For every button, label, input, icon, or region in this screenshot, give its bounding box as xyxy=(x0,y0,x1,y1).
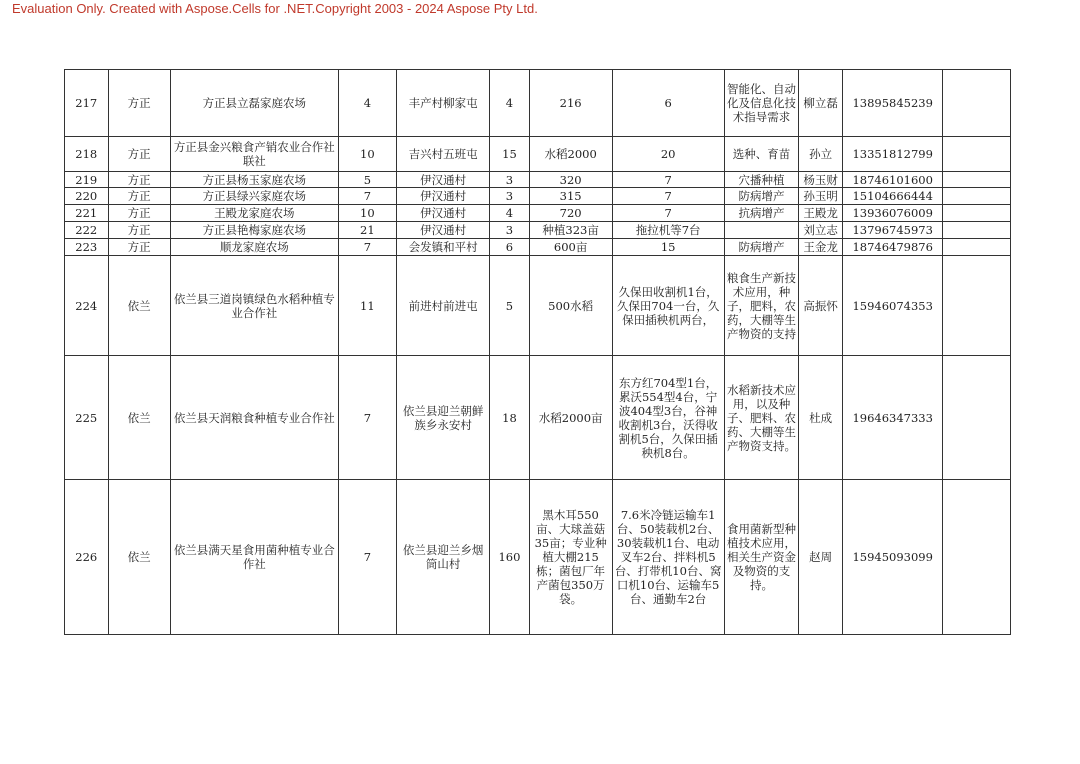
row-number: 223 xyxy=(65,239,109,256)
col6-cell: 3 xyxy=(490,172,529,188)
members-cell: 5 xyxy=(338,172,396,188)
org-name-cell: 依兰县满天星食用菌种植专业合作社 xyxy=(170,480,338,635)
needs-cell: 智能化、自动化及信息化技术指导需求 xyxy=(724,70,799,137)
location-cell: 伊汉通村 xyxy=(396,188,489,205)
contact-cell: 王殿龙 xyxy=(799,205,843,222)
machinery-cell: 拖拉机等7台 xyxy=(612,222,724,239)
contact-cell: 高振怀 xyxy=(799,256,843,356)
members-cell: 11 xyxy=(338,256,396,356)
phone-cell: 19646347333 xyxy=(842,356,943,480)
contact-cell: 杜成 xyxy=(799,356,843,480)
org-name-cell: 依兰县天润粮食种植专业合作社 xyxy=(170,356,338,480)
needs-cell: 穴播种植 xyxy=(724,172,799,188)
col6-cell: 3 xyxy=(490,222,529,239)
phone-cell: 13796745973 xyxy=(842,222,943,239)
phone-cell: 15946074353 xyxy=(842,256,943,356)
members-cell: 4 xyxy=(338,70,396,137)
county-cell: 依兰 xyxy=(108,256,170,356)
contact-cell: 孙立 xyxy=(799,137,843,172)
location-cell: 吉兴村五班屯 xyxy=(396,137,489,172)
table-row xyxy=(65,188,1011,205)
scale-cell: 720 xyxy=(529,205,612,222)
table-row xyxy=(65,205,1011,222)
scale-cell: 600亩 xyxy=(529,239,612,256)
extra-cell xyxy=(943,188,1011,205)
machinery-cell: 7 xyxy=(612,172,724,188)
evaluation-watermark: Evaluation Only. Created with Aspose.Cells for .NET.Copyright 2003 - 2024 Aspose Pty Ltd. xyxy=(12,1,538,16)
scale-cell: 种植323亩 xyxy=(529,222,612,239)
county-cell: 方正 xyxy=(108,205,170,222)
phone-cell: 18746101600 xyxy=(842,172,943,188)
machinery-cell: 7.6米冷链运输车1台、50装载机2台、30装载机1台、电动叉车2台、拌料机5台、打带机10台、窝口机10台、运输车5台、通勤车2台 xyxy=(612,480,724,635)
location-cell: 前进村前进屯 xyxy=(396,256,489,356)
org-name-cell: 方正县立磊家庭农场 xyxy=(170,70,338,137)
machinery-cell: 久保田收割机1台，久保田704一台，久保田插秧机两台， xyxy=(612,256,724,356)
county-cell: 方正 xyxy=(108,172,170,188)
contact-cell: 刘立志 xyxy=(799,222,843,239)
table-row xyxy=(65,256,1011,356)
scale-cell: 黑木耳550亩、大球盖菇35亩；专业种植大棚215栋；菌包厂年产菌包350万袋。 xyxy=(529,480,612,635)
needs-cell: 防病增产 xyxy=(724,239,799,256)
needs-cell: 粮食生产新技术应用，种子，肥料，农药，大棚等生产物资的支持 xyxy=(724,256,799,356)
location-cell: 会发镇和平村 xyxy=(396,239,489,256)
row-number: 222 xyxy=(65,222,109,239)
contact-cell: 赵周 xyxy=(799,480,843,635)
col6-cell: 6 xyxy=(490,239,529,256)
needs-cell: 选种、育苗 xyxy=(724,137,799,172)
members-cell: 21 xyxy=(338,222,396,239)
contact-cell: 王金龙 xyxy=(799,239,843,256)
org-name-cell: 王殿龙家庭农场 xyxy=(170,205,338,222)
county-cell: 方正 xyxy=(108,222,170,239)
table-row xyxy=(65,137,1011,172)
extra-cell xyxy=(943,480,1011,635)
needs-cell xyxy=(724,222,799,239)
col6-cell: 15 xyxy=(490,137,529,172)
row-number: 220 xyxy=(65,188,109,205)
scale-cell: 216 xyxy=(529,70,612,137)
row-number: 225 xyxy=(65,356,109,480)
table-row xyxy=(65,172,1011,188)
row-number: 221 xyxy=(65,205,109,222)
machinery-cell: 东方红704型1台，累沃554型4台，宁波404型3台，谷神收割机3台，沃得收割机5台，久保田插秧机8台。 xyxy=(612,356,724,480)
location-cell: 伊汉通村 xyxy=(396,172,489,188)
members-cell: 7 xyxy=(338,356,396,480)
members-cell: 7 xyxy=(338,480,396,635)
extra-cell xyxy=(943,172,1011,188)
needs-cell: 防病增产 xyxy=(724,188,799,205)
org-name-cell: 顺龙家庭农场 xyxy=(170,239,338,256)
needs-cell: 食用菌新型种植技术应用，相关生产资金及物资的支持。 xyxy=(724,480,799,635)
extra-cell xyxy=(943,137,1011,172)
scale-cell: 水稻2000亩 xyxy=(529,356,612,480)
county-cell: 方正 xyxy=(108,70,170,137)
org-name-cell: 方正县杨玉家庭农场 xyxy=(170,172,338,188)
phone-cell: 15104666444 xyxy=(842,188,943,205)
county-cell: 方正 xyxy=(108,137,170,172)
extra-cell xyxy=(943,205,1011,222)
col6-cell: 3 xyxy=(490,188,529,205)
col6-cell: 4 xyxy=(490,205,529,222)
col6-cell: 5 xyxy=(490,256,529,356)
scale-cell: 水稻2000 xyxy=(529,137,612,172)
org-name-cell: 方正县艳梅家庭农场 xyxy=(170,222,338,239)
machinery-cell: 15 xyxy=(612,239,724,256)
location-cell: 伊汉通村 xyxy=(396,205,489,222)
members-cell: 7 xyxy=(338,188,396,205)
county-cell: 依兰 xyxy=(108,480,170,635)
scale-cell: 320 xyxy=(529,172,612,188)
table-row xyxy=(65,70,1011,137)
row-number: 218 xyxy=(65,137,109,172)
org-name-cell: 方正县金兴粮食产销农业合作社联社 xyxy=(170,137,338,172)
needs-cell: 水稻新技术应用，以及种子、肥料、农药、大棚等生产物资支持。 xyxy=(724,356,799,480)
phone-cell: 13936076009 xyxy=(842,205,943,222)
members-cell: 10 xyxy=(338,205,396,222)
members-cell: 10 xyxy=(338,137,396,172)
extra-cell xyxy=(943,239,1011,256)
location-cell: 依兰县迎兰朝鲜族乡永安村 xyxy=(396,356,489,480)
phone-cell: 15945093099 xyxy=(842,480,943,635)
row-number: 219 xyxy=(65,172,109,188)
contact-cell: 孙玉明 xyxy=(799,188,843,205)
col6-cell: 18 xyxy=(490,356,529,480)
scale-cell: 315 xyxy=(529,188,612,205)
machinery-cell: 7 xyxy=(612,188,724,205)
county-cell: 方正 xyxy=(108,188,170,205)
col6-cell: 4 xyxy=(490,70,529,137)
row-number: 224 xyxy=(65,256,109,356)
phone-cell: 13895845239 xyxy=(842,70,943,137)
contact-cell: 柳立磊 xyxy=(799,70,843,137)
phone-cell: 18746479876 xyxy=(842,239,943,256)
machinery-cell: 7 xyxy=(612,205,724,222)
members-cell: 7 xyxy=(338,239,396,256)
scale-cell: 500水稻 xyxy=(529,256,612,356)
machinery-cell: 20 xyxy=(612,137,724,172)
org-name-cell: 方正县绿兴家庭农场 xyxy=(170,188,338,205)
location-cell: 丰产村柳家屯 xyxy=(396,70,489,137)
org-name-cell: 依兰县三道岗镇绿色水稻种植专业合作社 xyxy=(170,256,338,356)
row-number: 226 xyxy=(65,480,109,635)
table-row xyxy=(65,356,1011,480)
county-cell: 方正 xyxy=(108,239,170,256)
extra-cell xyxy=(943,256,1011,356)
table-row xyxy=(65,480,1011,635)
machinery-cell: 6 xyxy=(612,70,724,137)
row-number: 217 xyxy=(65,70,109,137)
extra-cell xyxy=(943,70,1011,137)
table-row xyxy=(65,222,1011,239)
data-table xyxy=(64,69,1011,635)
needs-cell: 抗病增产 xyxy=(724,205,799,222)
col6-cell: 160 xyxy=(490,480,529,635)
contact-cell: 杨玉财 xyxy=(799,172,843,188)
extra-cell xyxy=(943,222,1011,239)
phone-cell: 13351812799 xyxy=(842,137,943,172)
extra-cell xyxy=(943,356,1011,480)
location-cell: 依兰县迎兰乡烟筒山村 xyxy=(396,480,489,635)
table-row xyxy=(65,239,1011,256)
location-cell: 伊汉通村 xyxy=(396,222,489,239)
county-cell: 依兰 xyxy=(108,356,170,480)
